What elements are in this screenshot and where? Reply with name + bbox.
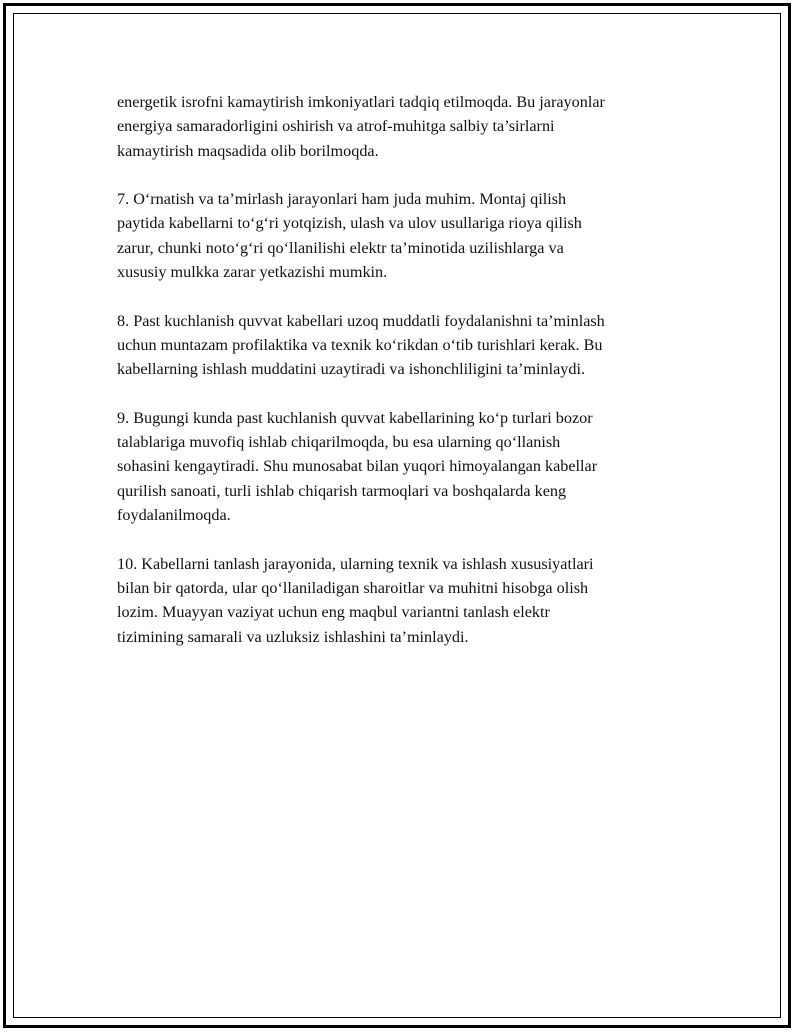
- paragraph-item-10: [117, 552, 685, 649]
- document-body: [117, 90, 685, 673]
- text-line: 9. Bugungi kunda past kuchlanish quvvat kabellarining ko‘p turlari bozor: [117, 408, 593, 427]
- text-line: tizimining samarali va uzluksiz ishlashini ta’minlaydi.: [117, 627, 469, 646]
- text-line: 8. Past kuchlanish quvvat kabellari uzoq muddatli foydalanishni ta’minlash: [117, 311, 605, 330]
- text-line: energetik isrofni kamaytirish imkoniyatlari tadqiq etilmoqda. Bu jarayonlar: [117, 93, 605, 111]
- text-line: sohasini kengaytiradi. Shu munosabat bilan yuqori himoyalangan kabellar: [117, 457, 598, 476]
- text-line: foydalanilmoqda.: [117, 506, 231, 525]
- text-line: energiya samaradorligini oshirish va atrof-muhitga salbiy ta’sirlarni: [117, 117, 555, 136]
- text-line: 7. O‘rnatish va ta’mirlash jarayonlari ham juda muhim. Montaj qilish: [117, 190, 567, 209]
- text-line: bilan bir qatorda, ular qo‘llaniladigan sharoitlar va muhitni hisobga olish: [117, 578, 589, 597]
- text-line: kamaytirish maqsadida olib borilmoqda.: [117, 141, 379, 160]
- text-line: talablariga muvofiq ishlab chiqarilmoqda, bu esa ularning qo‘llanish: [117, 433, 561, 452]
- text-line: 10. Kabellarni tanlash jarayonida, ularning texnik va ishlash xususiyatlari: [117, 554, 594, 573]
- text-line: xususiy mulkka zarar yetkazishi mumkin.: [117, 263, 388, 282]
- paragraph-item-9: [117, 406, 685, 527]
- paragraph-item-7: [117, 187, 685, 284]
- text-line: lozim. Muayyan vaziyat uchun eng maqbul variantni tanlash elektr: [117, 603, 550, 622]
- paragraph-intro-continuation: [117, 90, 685, 163]
- text-line: zarur, chunki noto‘g‘ri qo‘llanilishi elektr ta’minotida uzilishlarga va: [117, 238, 564, 257]
- text-line: kabellarning ishlash muddatini uzaytiradi va ishonchliligini ta’minlaydi.: [117, 360, 585, 379]
- text-line: uchun muntazam profilaktika va texnik ko‘rikdan o‘tib turishlari kerak. Bu: [117, 335, 603, 354]
- paragraph-item-8: [117, 309, 685, 382]
- text-line: paytida kabellarni to‘g‘ri yotqizish, ulash va ulov usullariga rioya qilish: [117, 214, 582, 233]
- text-line: qurilish sanoati, turli ishlab chiqarish tarmoqlari va boshqalarda keng: [117, 481, 567, 500]
